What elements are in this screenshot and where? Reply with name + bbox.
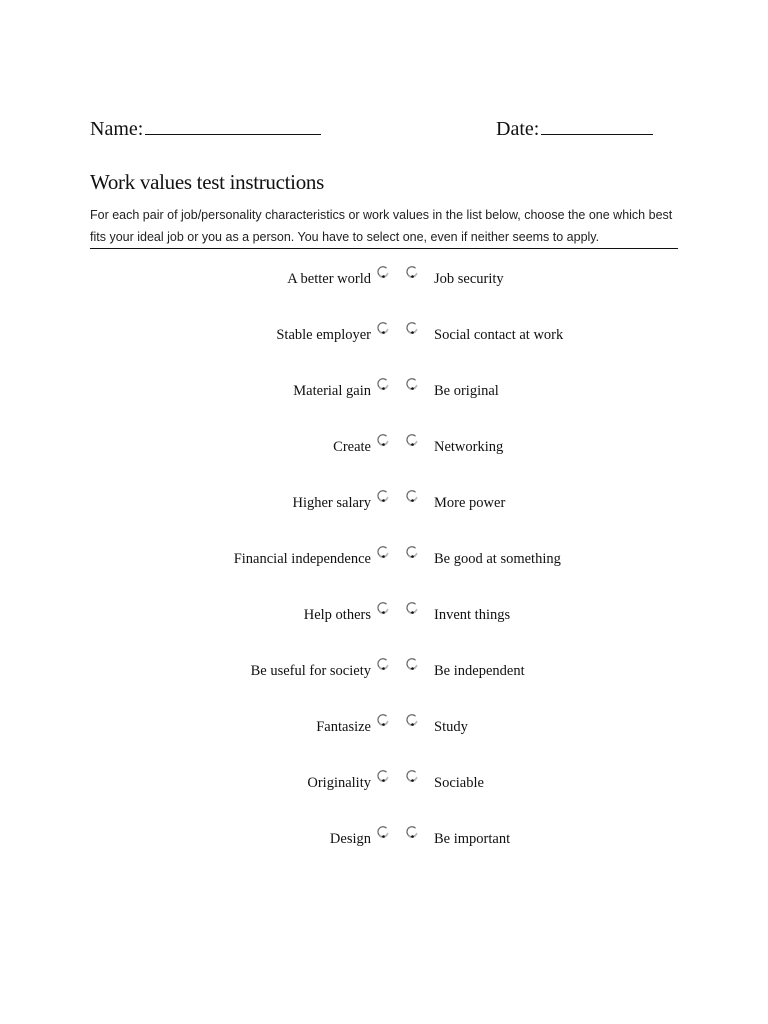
radio-button-icon [376,377,390,391]
right-option-label: Social contact at work [434,327,564,343]
radio-button-icon [405,769,419,783]
left-option-label: Stable employer [276,327,371,343]
date-field [496,118,653,141]
pair-row [0,766,768,822]
radio-button-icon [376,601,390,615]
name-blank-line[interactable] [145,118,321,135]
right-option-label: Sociable [434,775,484,791]
radio-button-icon [405,657,419,671]
pair-row [0,822,768,878]
right-option-label: Invent things [434,607,511,623]
left-option-radio[interactable] [376,825,390,839]
left-option-radio[interactable] [376,265,390,279]
radio-button-icon [405,489,419,503]
pair-row [0,598,768,654]
left-option-label: Be useful for society [250,663,371,679]
left-option-radio[interactable] [376,601,390,615]
right-option-label: Be independent [434,663,525,679]
radio-button-icon [405,321,419,335]
right-option-radio[interactable] [405,601,419,615]
left-option-label: Material gain [293,383,371,399]
radio-button-icon [405,545,419,559]
pair-row [0,542,768,598]
left-option-radio[interactable] [376,321,390,335]
value-pairs-list [0,262,768,878]
right-option-radio[interactable] [405,377,419,391]
right-option-label: Be important [434,831,511,847]
left-option-label: Help others [303,607,371,623]
date-label: Date: [496,118,540,140]
left-option-label: Design [329,831,371,847]
pair-row [0,318,768,374]
left-option-label: Originality [307,775,371,791]
pair-row [0,486,768,542]
left-option-radio[interactable] [376,545,390,559]
radio-button-icon [405,433,419,447]
radio-button-icon [405,265,419,279]
right-option-radio[interactable] [405,657,419,671]
left-option-label: Higher salary [292,495,371,511]
left-option-label: Financial independence [233,551,371,567]
right-option-label: Job security [434,271,504,287]
page-title: Work values test instructions [90,170,324,194]
date-blank-line[interactable] [541,118,653,135]
left-option-radio[interactable] [376,377,390,391]
radio-button-icon [376,489,390,503]
right-option-label: Networking [434,439,504,455]
radio-button-icon [405,825,419,839]
radio-button-icon [376,713,390,727]
right-option-radio[interactable] [405,545,419,559]
right-option-radio[interactable] [405,489,419,503]
pair-row [0,710,768,766]
pair-row [0,374,768,430]
right-option-radio[interactable] [405,825,419,839]
left-option-radio[interactable] [376,713,390,727]
right-option-radio[interactable] [405,433,419,447]
radio-button-icon [376,321,390,335]
right-option-label: Study [434,719,468,735]
radio-button-icon [376,769,390,783]
right-option-radio[interactable] [405,769,419,783]
right-option-radio[interactable] [405,321,419,335]
left-option-label: A better world [287,271,371,287]
radio-button-icon [376,265,390,279]
name-label: Name: [90,118,144,140]
left-option-label: Fantasize [316,719,371,735]
name-field [90,118,321,141]
left-option-radio[interactable] [376,657,390,671]
right-option-radio[interactable] [405,713,419,727]
right-option-radio[interactable] [405,265,419,279]
pair-row [0,654,768,710]
radio-button-icon [405,601,419,615]
right-option-label: Be original [434,383,499,399]
left-option-radio[interactable] [376,489,390,503]
instructions-text: For each pair of job/personality characteristics or work values in the list below, choose the one which best fits your ideal job or you as a person. You have to select one, even if neither seems to apply. [90,204,678,249]
radio-button-icon [376,657,390,671]
right-option-label: More power [434,495,506,511]
right-option-label: Be good at something [434,551,561,567]
radio-button-icon [405,713,419,727]
pair-row [0,262,768,318]
header-row [90,118,690,146]
left-option-radio[interactable] [376,433,390,447]
left-option-radio[interactable] [376,769,390,783]
pair-row [0,430,768,486]
radio-button-icon [405,377,419,391]
radio-button-icon [376,433,390,447]
radio-button-icon [376,545,390,559]
left-option-label: Create [333,439,371,455]
radio-button-icon [376,825,390,839]
